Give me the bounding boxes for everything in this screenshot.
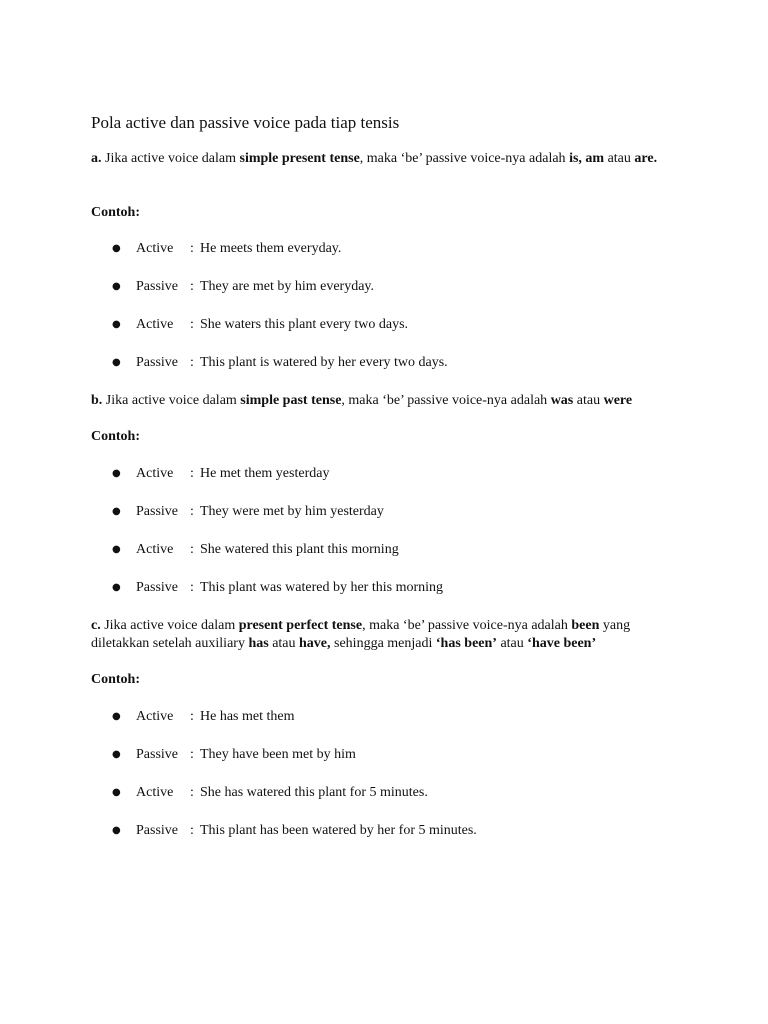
list-item: ● Active : She watered this plant this morning bbox=[112, 542, 399, 557]
list-item: ● Passive : This plant has been watered by her for 5 minutes. bbox=[112, 823, 477, 838]
list-item: ● Passive : They were met by him yesterday bbox=[112, 504, 384, 519]
list-item: ● Passive : They have been met by him bbox=[112, 747, 356, 762]
bullet-icon: ● bbox=[112, 281, 121, 292]
section-c-paragraph: c. Jika active voice dalam present perfect tense, maka ‘be’ passive voice-nya adalah been yang diletakkan setelah auxiliary has atau have, sehingga menjadi ‘has been’ atau ‘have been’ bbox=[91, 618, 631, 651]
section-b-paragraph: b. Jika active voice dalam simple past tense, maka ‘be’ passive voice-nya adalah was atau were bbox=[91, 393, 633, 408]
section-b-contoh: Contoh: bbox=[91, 429, 141, 444]
list-item: ● Active : He has met them bbox=[112, 709, 295, 724]
bullet-icon: ● bbox=[112, 357, 121, 368]
list-item: ● Active : She waters this plant every two days. bbox=[112, 317, 409, 332]
list-item: ● Active : He meets them everyday. bbox=[112, 241, 342, 256]
bullet-icon: ● bbox=[112, 749, 121, 760]
bullet-icon: ● bbox=[112, 544, 121, 555]
bullet-icon: ● bbox=[112, 787, 121, 798]
bullet-icon: ● bbox=[112, 711, 121, 722]
list-item: ● Passive : This plant was watered by her this morning bbox=[112, 580, 444, 595]
list-item: ● Passive : They are met by him everyday. bbox=[112, 279, 375, 294]
section-b-letter: b. bbox=[91, 393, 103, 408]
list-item: ● Passive : This plant is watered by her every two days. bbox=[112, 355, 448, 370]
section-a-paragraph: a. Jika active voice dalam simple present tense, maka ‘be’ passive voice-nya adalah is, am atau are. bbox=[91, 151, 658, 166]
list-item: ● Active : She has watered this plant for 5 minutes. bbox=[112, 785, 428, 800]
bullet-icon: ● bbox=[112, 243, 121, 254]
section-c-letter: c. bbox=[91, 618, 101, 633]
section-a-letter: a. bbox=[91, 151, 102, 166]
section-c-contoh: Contoh: bbox=[91, 672, 141, 687]
page-title: Pola active dan passive voice pada tiap tensis bbox=[91, 113, 400, 132]
bullet-icon: ● bbox=[112, 468, 121, 479]
bullet-icon: ● bbox=[112, 506, 121, 517]
section-a-contoh: Contoh: bbox=[91, 205, 141, 220]
bullet-icon: ● bbox=[112, 825, 121, 836]
bullet-icon: ● bbox=[112, 319, 121, 330]
list-item: ● Active : He met them yesterday bbox=[112, 466, 330, 481]
bullet-icon: ● bbox=[112, 582, 121, 593]
